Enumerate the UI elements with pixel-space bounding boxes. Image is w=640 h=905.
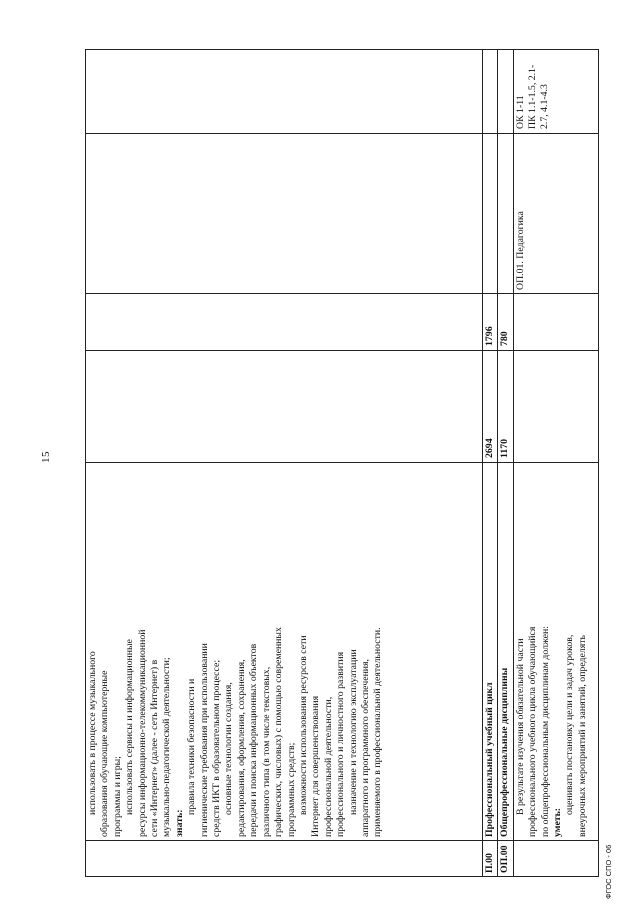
competency-cell [498,50,513,134]
discipline-cell [498,134,513,294]
table-row [483,50,498,877]
title-cell [498,463,513,841]
discipline-cell [513,134,598,294]
hours-required: 780 [499,331,511,346]
competency-cell [513,50,598,134]
title-cell [483,463,498,841]
hours-max-cell [86,351,483,463]
footer-label: ФГОС СПО - 06 [604,844,613,899]
hours-max: 1170 [499,438,511,458]
text-line: редактирования, оформления, сохранения, [235,659,247,837]
text-line: использовать в процессе музыкального [87,651,98,815]
text-line: гигиенические требования при использовании [198,643,210,837]
text-line: Интернет для совершенствования [310,695,322,837]
code-cell [513,841,598,877]
text-line: музыкально-педагогической деятельности; [161,657,173,837]
text-line: программы и игры; [111,756,123,837]
discipline-name: ОП.01. Педагогика [514,211,526,290]
competency-list [514,50,552,133]
text-line: внеурочных мероприятий и занятий, определять [576,634,588,837]
text-line: применяемого в профессиональной деятельности. [372,627,384,837]
text-line: по общепрофессиональным дисциплинам должен: [539,626,551,837]
text-line: основные технологии создания, [223,682,235,815]
code-cell [86,841,483,877]
hours-req-cell [513,294,598,351]
text-line: графических, числовых) с помощью современных [273,627,285,837]
text-line: В результате изучения обязательной части [514,638,526,815]
discipline-cell [483,134,498,294]
hours-required: 1796 [484,326,495,346]
competency-cell [86,50,483,134]
requirements-cell [513,463,598,841]
section-code: П.00 [484,853,495,873]
text-line: использовать сервисы и информационные [124,639,136,815]
competency-line: ОК 1-11 [514,95,526,129]
table-row [498,50,513,877]
hours-max-cell [483,351,498,463]
table-row [513,50,598,877]
text-line: образования обучающие компьютерные [99,670,111,837]
competency-cell [483,50,498,134]
hours-max-cell [513,351,598,463]
page-number: 15 [40,451,52,463]
text-line: сети «Интернет» (далее - сеть Интернет) в [149,659,161,837]
hours-max: 2694 [484,438,495,458]
text-line: оценивать постановку цели и задач уроков, [564,634,576,815]
requirements-text [514,463,590,840]
hours-max-cell [498,351,513,463]
text-line: возможности использования ресурсов сети [297,635,309,815]
know-label: знать: [173,809,185,837]
competency-line: 2.7, 4.1-4.3 [538,84,550,129]
section-title: Профессиональный учебный цикл [484,682,495,837]
text-line: назначение и технологию эксплуатации [347,649,359,815]
text-line: передачи и поиска информационных объектов [248,643,260,837]
can-label: уметь: [552,807,564,837]
section-title: Общепрофессиональные дисциплины [499,667,511,837]
text-line: профессионального учебного цикла обучающийся [527,626,539,837]
text-line: профессиональной деятельности, [322,696,334,837]
hours-req-cell [498,294,513,351]
code-cell [498,841,513,877]
competency-line: ПК 1.1-1.5, 2.1- [526,64,538,129]
curriculum-table [85,49,599,877]
code-cell [483,841,498,877]
text-line: правила техники безопасности и [186,678,198,815]
text-line: средств ИКТ в образовательном процессе; [211,659,223,837]
discipline-cell [86,134,483,294]
section-code: ОП.00 [499,845,511,873]
hours-req-cell [483,294,498,351]
text-line: профессионального и личностного развития [335,651,347,837]
text-line: программных средств; [285,742,297,837]
skills-text [86,463,386,840]
skills-cell [86,463,483,841]
text-line: различного типа (в том числе текстовых, [260,666,272,837]
text-line: аппаратного и программного обеспечения, [359,658,371,837]
text-line: ресурсы информационно-телекоммуникационной [136,629,148,837]
table-row [86,50,483,877]
hours-req-cell [86,294,483,351]
